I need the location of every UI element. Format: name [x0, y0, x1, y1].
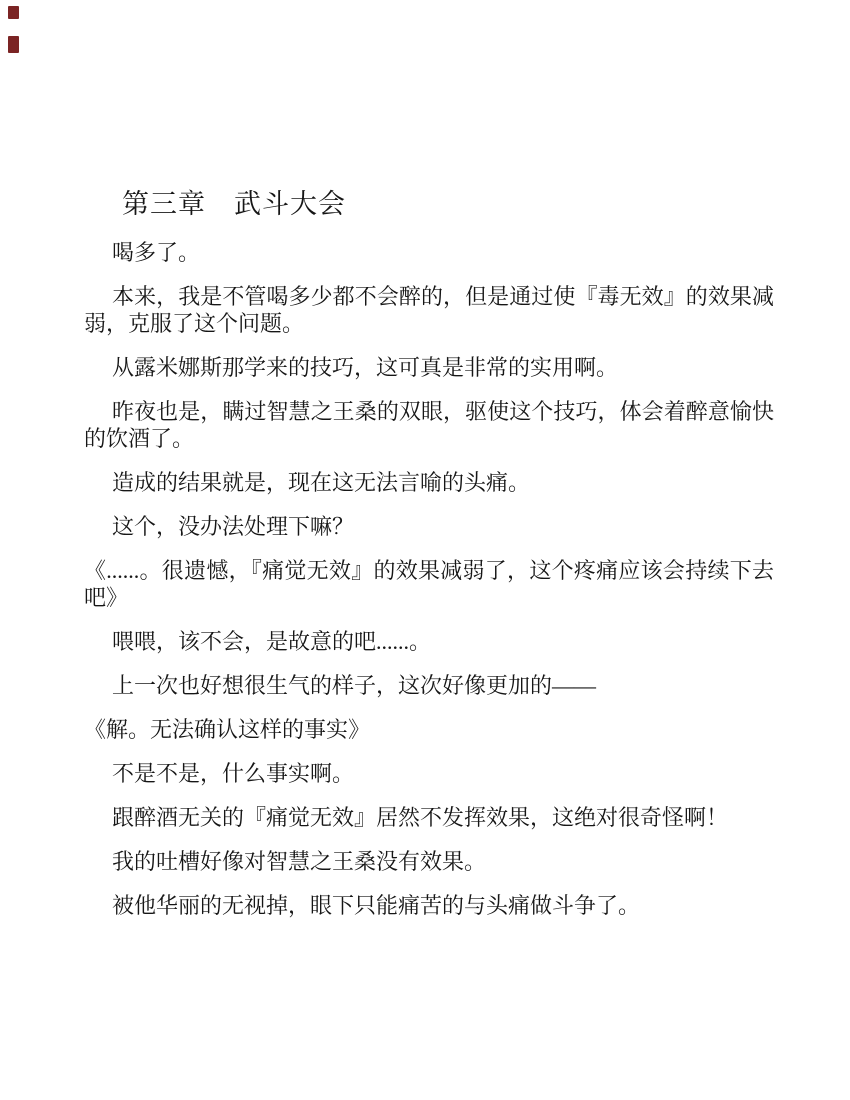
- chapter-content: [84, 0, 774, 919]
- paragraph: 这个，没办法处理下嘛？: [112, 514, 355, 539]
- paragraph: 造成的结果就是，现在这无法言喻的头痛。: [112, 470, 531, 495]
- paragraph: 本来，我是不管喝多少都不会醉的，但是通过使『毒无效』的效果减弱，克服了这个问题。: [84, 284, 774, 336]
- paragraph: 喝多了。: [112, 240, 201, 265]
- paragraph: 《......。很遗憾，『痛觉无效』的效果减弱了，这个疼痛应该会持续下去吧》: [84, 558, 774, 610]
- paragraph: 跟醉酒无关的『痛觉无效』居然不发挥效果，这绝对很奇怪啊！: [112, 805, 729, 830]
- page-corner-mark-icon: [8, 6, 19, 19]
- paragraph: 昨夜也是，瞒过智慧之王桑的双眼，驱使这个技巧，体会着醉意愉快的饮酒了。: [84, 399, 774, 451]
- paragraph: 《解。无法确认这样的事实》: [84, 717, 371, 742]
- paragraph: 不是不是，什么事实啊。: [112, 761, 355, 786]
- chapter-body: [84, 239, 774, 919]
- paragraph: 从露米娜斯那学来的技巧，这可真是非常的实用啊。: [112, 355, 619, 380]
- paragraph: 被他华丽的无视掉，眼下只能痛苦的与头痛做斗争了。: [112, 893, 641, 918]
- page-corner-mark-icon: [8, 36, 19, 53]
- paragraph: 我的吐槽好像对智慧之王桑没有效果。: [112, 849, 487, 874]
- paragraph: 上一次也好想很生气的样子，这次好像更加的——: [112, 673, 597, 698]
- chapter-title: 第三章 武斗大会: [122, 189, 346, 219]
- paragraph: 喂喂，该不会，是故意的吧......。: [112, 629, 432, 654]
